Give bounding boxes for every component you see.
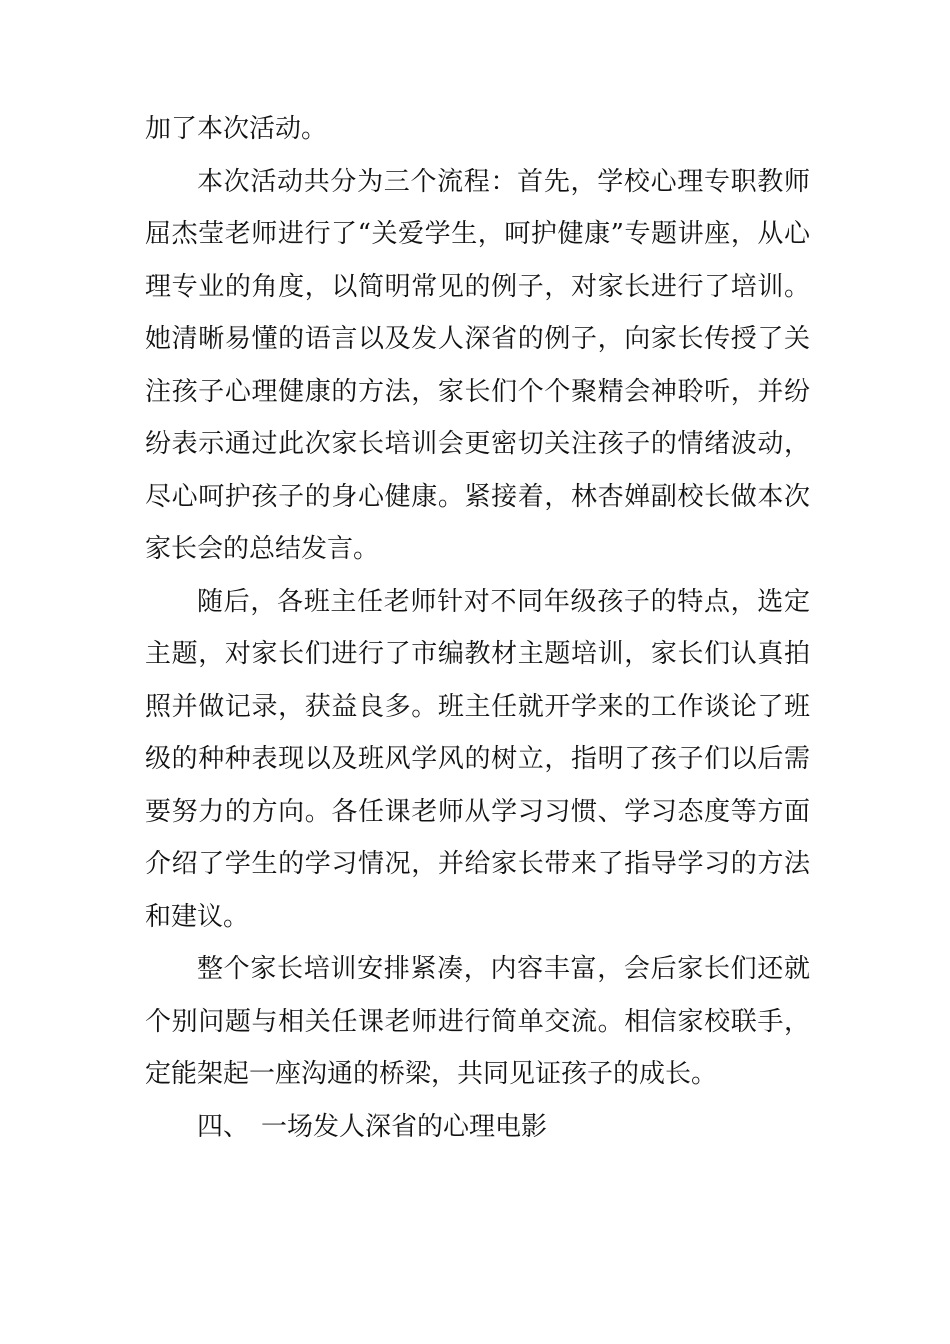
paragraph-activity-process: 本次活动共分为三个流程：首先，学校心理专职教师屈杰莹老师进行了“关爱学生，呵护健康”专题讲座，从心理专业的角度，以简明常见的例子，对家长进行了培训。她清晰易懂的语言以及发人深省的例子，向家长传授了关注孩子心理健康的方法，家长们个个聚精会神聆听，并纷纷表示通过此次家长培训会更密切关注孩子的情绪波动，尽心呵护孩子的身心健康。紧接着，林杏婵副校长做本次家长会的总结发言。 — [145, 166, 810, 564]
section-heading-title: 一场发人深省的心理电影 — [261, 1111, 548, 1142]
document-page — [145, 103, 810, 1153]
paragraph-continuation: 加了本次活动。 — [145, 114, 328, 144]
paragraph-class-training: 随后，各班主任老师针对不同年级孩子的特点，选定主题，对家长们进行了市编教材主题培训，家长们认真拍照并做记录，获益良多。班主任就开学来的工作谈论了班级的种种表现以及班风学风的树立，指明了孩子们以后需要努力的方向。各任课老师从学习习惯、学习态度等方面介绍了学生的学习情况，并给家长带来了指导学习的方法和建议。 — [145, 586, 810, 932]
section-heading-number: 四、 — [197, 1111, 250, 1142]
paragraph-summary: 整个家长培训安排紧凑，内容丰富，会后家长们还就个别问题与相关任课老师进行简单交流。相信家校联手，定能架起一座沟通的桥梁，共同见证孩子的成长。 — [145, 954, 810, 1089]
section-heading — [145, 1101, 810, 1154]
